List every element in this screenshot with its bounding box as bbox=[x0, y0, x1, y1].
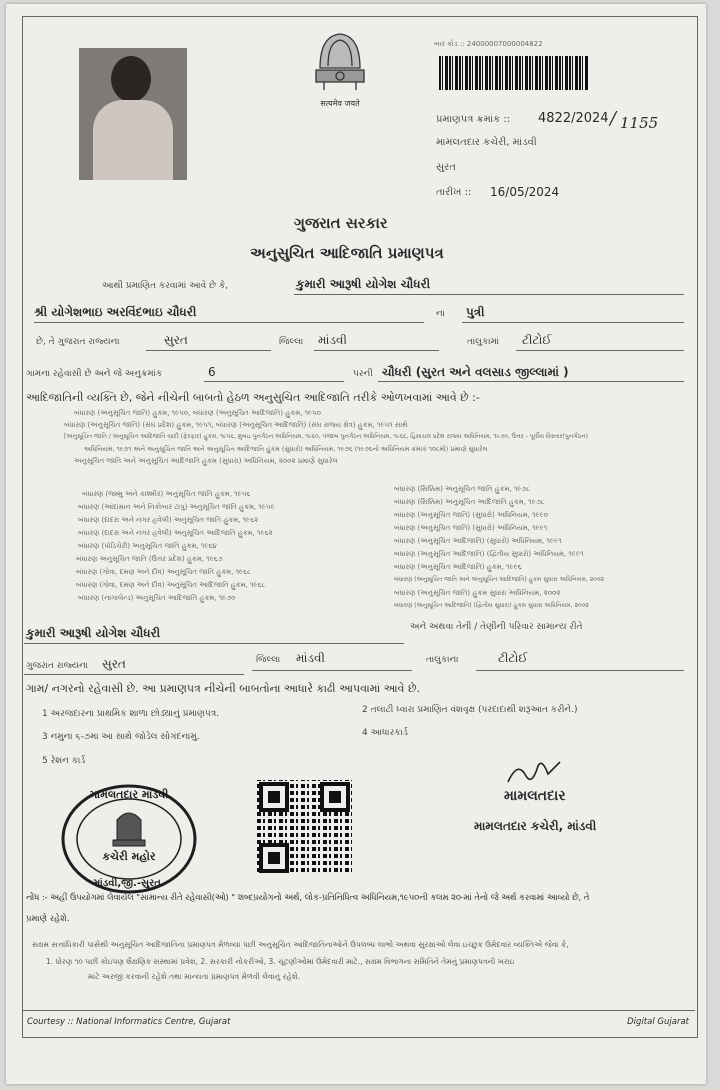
note-line-2: સક્ષમ સત્તાધિકારી પાસેથી અનુસૂચિત આદિજાતિના પ્રમાણપત્ર મેળવ્યા પછી અનુસૂચિત આદિજાતિનાઓને ઉપલબ્ધ લાભો અથવા સુરક્ષાઓ લેવા ઇચ્છુક ઉમેદવાર વ્યક્તિએ જેવા કે, bbox=[32, 940, 569, 949]
fine-print-right: બંધારણ (અનુસૂચિત જાતિ) હુકમ સુધારા અધિનિયમ, ૨૦૦૨ bbox=[394, 589, 561, 597]
government-title: ગુજરાત સરકાર bbox=[294, 214, 388, 232]
date-value: 16/05/2024 bbox=[490, 185, 560, 199]
fine-print-line: અધિનિયમ, ૧૯૭૧ અને અનુસૂચિત જાતિ અને અનુસૂચિત આદિજાતિ હુકમ (સુધારો) અધિનિયમ, ૧૯૭૬ (૧૯૭૬નો અધિનિયમ ક્રમાંક ૧૦૮મો) પ્રમાણે સુધારેલ bbox=[84, 445, 488, 453]
header-office: મામલતદાર કચેરી, માંડવી bbox=[436, 137, 537, 148]
fine-print-left: બંધારણ (જમ્મુ અને કાશ્મીર) અનુસૂચિત જાતિ હુકમ, ૧૯૫૬ bbox=[82, 490, 251, 498]
fine-print-left: બંધારણ (ગોવા, દમણ અને દીવ) અનુસૂચિત જાતિ હુકમ, ૧૯૬૮ bbox=[76, 568, 251, 576]
barcode bbox=[439, 56, 589, 90]
date-label: તારીખ :: bbox=[436, 187, 472, 198]
emblem-caption: सत्यमेव जयते bbox=[320, 99, 360, 108]
certificate-page: सत्यमेव जयते બાર કોડ :: 24000007000004822 પ્રમાણપત્ર ક્રમાંક :: 4822/2024 / 1155 મામલતદાર કચેરી, માંડવી સુરત તારીખ :: 16/05/2024 ગુજરાત સરકાર અનુસુચિત આદિજાતિ પ્રમાણપત્ર આથી પ્રમાણિત કરવામાં આવે છે કે, કુમારી આરૂષી યોગેશ ચૌધરી શ્રી યોગેશભાઇ અરવિંદભાઇ ચૌધરી ના પુત્રી છે, તે ગુજરાત રાજ્યના સુરત જિલ્લા માંડવી તાલુકામાં ટીટોઈ ગામના રહેવાસી છે અને જે અનુક્રમાંક 6 પરની ચૌધરી (સુરત અને વલસાડ જીલ્લામાં ) આદિજાતિની વ્યક્તિ છે, જેને નીચેની બાબતો હેઠળ અનુસુચિત આદિજાતિ તરીકે ઓળખવામાં આવે છે :- બંધારણ (અનુસૂચિત જાતિ) હુકમ, ૧૯૫૦, બંધારણ (અનુસૂચિત આદિજાતિ) હુકમ, ૧૯૫૦ બંધારણ (અનુસૂચિત જાતિ) (સંઘ પ્રદેશ) હુકમ, ૧૯૫૧, બંધારણ (અનુસૂચિત આદિજાતિ) (સંઘ રાજ્ય ક્ષેત્ર) હુકમ, ૧૯૫૧ સાથે [અનુસૂચિત જાતિ / અનુસૂચિત આદિજાતિ યાદી (ફેરફાર) હુકમ, ૧૯૫૬, મુંબઇ પુનર્ગઠન અધિનિયમ, ૧૯૬૦, પંજાબ પુનર્ગઠન અધિનિયમ, ૧૯૬૬, હિમાચલ પ્રદેશ રાજ્ય અધિનિયમ, ૧૯૭૦, ઉત્તર - પૂર્વીય વિસ્તાર(પુનર્ગઠન) અધિનિયમ, ૧૯૭૧ અને અનુસૂચિત જાતિ અને અનુસૂચિત આદિજાતિ હુકમ (સુધારો) અધિનિયમ, ૧૯૭૬ (૧૯૭૬નો અધિનિયમ ક્રમાંક ૧૦૮મો) પ્રમાણે સુધારેલ અનુસૂચિત જાતિ અને અનુસૂચિત આદિજાતિ હુકમ (સુધારા) અધિનિયમ, ૨૦૦૨ પ્રમાણે સુધારેલ બંધારણ (જમ્મુ અને કાશ્મીર) અનુસૂચિત જાતિ હુકમ, ૧૯૫૬ બંધારણ (આંદામાન અને નિકોબાર ટાપુ) અનુસૂચિત જાતિ હુકમ, ૧૯૫૯ બંધારણ (દાદરા અને નગર હવેલી) અનુસૂચિત જાતિ હુકમ, ૧૯૬૨ બંધારણ (દાદરા અને નગર હવેલી) અનુસૂચિત આદિજાતિ હુકમ, ૧૯૬૨ બંધારણ (પૉંડિચેરી) અનુસૂચિત જાતિ હુકમ, ૧૯૬૪ બંધારણ અનુસૂચિત જાતિ (ઉત્તર પ્રદેશ) હુકમ, ૧૯૬૭ બંધારણ (ગોવા, દમણ અને દીવ) અનુસૂચિત જાતિ હુકમ, ૧૯૬૮ બંધારણ (ગોવા, દમણ અને દીવ) અનુસૂચિત આદિજાતિ હુકમ, ૧૯૬૮ બંધારણ (નાગાલેન્ડ) અનુસૂચિત આદિજાતિ હુકમ, ૧૯૭૦ બંધારણ (સિક્કિમ) અનુસૂચિત જાતિ હુકમ, ૧૯૭૮ બંધારણ (સિક્કિમ) અનુસૂચિત આદિજાતિ હુકમ, ૧૯૭૮ બંધારણ (અનુસૂચિત જાતિ) (સુધારો) અધિનિયમ, ૧૯૯૦ બંધારણ (અનુસૂચિત જાતિ) (સુધારો) અધિનિયમ, ૧૯૯૧ બંધારણ (અનુસૂચિત આદિજાતિ) (સુધારો) અધિનિયમ, ૧૯૯૧ બંધારણ (અનુસૂચિત આદિજાતિ) (દ્વિતીય સુધારો) અધિનિયમ, ૧૯૯૧ બંધારણ (અનુસૂચિત આદિજાતિ) હુકમ, ૧૯૯૬ બંધારણ (અનુસૂચિત જાતિ અને અનુસૂચિત આદિજાતિ) હુકમ સુધારા અધિનિયમ, ૨૦૦૨ બંધારણ (અનુસૂચિત જાતિ) હુકમ સુધારા અધિનિયમ, ૨૦૦૨ બંધારણ (અનુસૂચિત આદિજાતિ) (દ્વિતીય સુધારા) હુકમ સુધારા અધિનિયમ, ૨૦૦૨ કુમારી આરૂષી યોગેશ ચૌધરી અને અથવા તેની / તેણીની પરિવાર સામાન્ય રીતે ગુજરાત રાજ્યના સુરત જિલ્લા માંડવી તાલુકાના ટીટોઈ ગામ/ નગરનો રહેવાસી છે. આ પ્રમાણપત્ર નીચેની બાબતોના આધારે કાઢી આપવામાં આવે છે. 1 અરજદારના પ્રાથમિક શાળા છોડ્યાનું પ્રમાણપત્ર. 2 તલાટી ધ્વારા પ્રમાણિત વંશવૃક્ષ (પરદાદાથી શરૂઆત કરીને.) 3 નમુના ૬-૭મા આ સાથે જોડેલ સોગંદનામુ. 4 આધારકાર્ડ 5 રેશન કાર્ડ મામલતદાર માંડવી કચેરી મહોર માંડવી,જી.-સુરત. મામલતદાર મામલતદાર કચેરી, માંડવી નોંધ :- અહીં ઉપયોગમાં લેવાયેલ "સામાન્ય રીતે રહેવાસી(ઓ) " શબ્દપ્રયોગનો અર્થ, લોક-પ્રતિનિધિત્વ અધિનિયમ,૧૯૫૦ની કલમ ૨૦-માં તેનો જે અર્થ કરવામાં આવ્યો છે, તે પ્રમાણે રહેશે. સક્ષમ સત્તાધિકારી પાસેથી અનુસૂચિત આદિજાતિના પ્રમાણપત્ર મેળવ્યા પછી અનુસૂચિત આદિજાતિનાઓને ઉપલબ્ધ લાભો અથવા સુરક્ષાઓ લેવા ઇચ્છુક ઉમેદવાર વ્યક્તિએ જેવા કે, 1. ધોરણ ૧૦ પછી કોઇપણ શૈક્ષણિક સંસ્થામાં પ્રવેશ, 2. સરકારી નોકરીઓ, 3. ચૂંટણીઓમાં ઉમેદવારી માટે., સક્ષમ વિભાગના સમિતિને તેમનું પ્રમાણપત્રની ખરાઇ માટે અરજી કરવાની રહેશે તથા માન્યતા પ્રમાણપત્ર મેળવી લેવાનું રહેશે. Courtesy :: National Informatics Centre, Gujarat Digital Gujarat bbox=[6, 4, 706, 1084]
village-value: ટીટોઈ bbox=[522, 333, 552, 347]
barcode-label: બાર કોડ :: 24000007000004822 bbox=[434, 40, 543, 48]
note-line-1: નોંધ :- અહીં ઉપયોગમાં લેવાયેલ "સામાન્ય રીતે રહેવાસી(ઓ) " શબ્દપ્રયોગનો અર્થ, લોક-પ્રતિનિધિત્વ અધિનિયમ,૧૯૫૦ની કલમ ૨૦-માં તેનો જે અર્થ કરવામાં આવ્યો છે, તે bbox=[26, 892, 590, 902]
tribe-value: ચૌધરી (સુરત અને વલસાડ જીલ્લામાં ) bbox=[382, 365, 569, 379]
note-line-3: 1. ધોરણ ૧૦ પછી કોઇપણ શૈક્ષણિક સંસ્થામાં પ્રવેશ, 2. સરકારી નોકરીઓ, 3. ચૂંટણીઓમાં ઉમેદવારી માટે., સક્ષમ વિભાગના સમિતિને તેમનું પ્રમાણપત્રની ખરાઇ bbox=[46, 957, 515, 966]
fine-print-left: બંધારણ (દાદરા અને નગર હવેલી) અનુસૂચિત આદિજાતિ હુકમ, ૧૯૬૨ bbox=[78, 529, 273, 537]
doc-item: 5 રેશન કાર્ડ bbox=[42, 756, 86, 766]
applicant-photo bbox=[79, 48, 187, 180]
relation-label: ના bbox=[436, 309, 445, 319]
family-text: અને અથવા તેની / તેણીની પરિવાર સામાન્ય રીતે bbox=[410, 622, 583, 632]
handwritten-signature bbox=[504, 756, 564, 788]
applicant-name: કુમારી આરૂષી યોગેશ ચૌધરી bbox=[296, 277, 431, 291]
signatory-role: મામલતદાર bbox=[504, 788, 566, 804]
national-emblem-icon bbox=[306, 26, 374, 118]
fine-print-left: બંધારણ (આંદામાન અને નિકોબાર ટાપુ) અનુસૂચિત જાતિ હુકમ, ૧૯૫૯ bbox=[78, 503, 275, 511]
certificate-title: અનુસુચિત આદિજાતિ પ્રમાણપત્ર bbox=[250, 244, 444, 262]
certify-label: આથી પ્રમાણિત કરવામાં આવે છે કે, bbox=[102, 281, 229, 291]
seal-middle-text: કચેરી મહોર bbox=[102, 850, 156, 863]
district-value: માંડવી bbox=[318, 333, 347, 347]
father-name: શ્રી યોગેશભાઇ અરવિંદભાઇ ચૌધરી bbox=[34, 305, 197, 319]
seal-top-text: મામલતદાર માંડવી bbox=[89, 788, 169, 801]
state-prefix-2: ગુજરાત રાજ્યના bbox=[26, 661, 89, 671]
serial-value: 6 bbox=[208, 365, 216, 379]
fine-print-right: બંધારણ (અનુસૂચિત આદિજાતિ) (દ્વિતીય સુધારો) અધિનિયમ, ૧૯૯૧ bbox=[394, 550, 584, 558]
certificate-no: 4822/2024 bbox=[538, 111, 609, 126]
fine-print-right: બંધારણ (સિક્કિમ) અનુસૂચિત જાતિ હુકમ, ૧૯૭૮ bbox=[394, 485, 531, 493]
taluka-label: તાલુકામાં bbox=[467, 337, 500, 347]
fine-print-line: [અનુસૂચિત જાતિ / અનુસૂચિત આદિજાતિ યાદી (ફેરફાર) હુકમ, ૧૯૫૬, મુંબઇ પુનર્ગઠન અધિનિયમ, ૧૯૬૦, પંજાબ પુનર્ગઠન અધિનિયમ, ૧૯૬૬, હિમાચલ પ્રદેશ રાજ્ય અધિનિયમ, ૧૯૭૦, ઉત્તર - પૂર્વીય વિસ્તાર(પુનર્ગઠન) bbox=[64, 433, 588, 440]
recognition-text: આદિજાતિની વ્યક્તિ છે, જેને નીચેની બાબતો હેઠળ અનુસુચિત આદિજાતિ તરીકે ઓળખવામાં આવે છે :- bbox=[26, 391, 480, 404]
fine-print-left: બંધારણ (ગોવા, દમણ અને દીવ) અનુસૂચિત આદિજાતિ હુકમ, ૧૯૬૮ bbox=[76, 581, 266, 589]
doc-item: 2 તલાટી ધ્વારા પ્રમાણિત વંશવૃક્ષ (પરદાદાથી શરૂઆત કરીને.) bbox=[362, 705, 578, 715]
city-value: સુરત bbox=[164, 333, 188, 347]
footer-brand: Digital Gujarat bbox=[627, 1017, 689, 1027]
state-prefix: છે, તે ગુજરાત રાજ્યના bbox=[36, 337, 120, 347]
fine-print-right: બંધારણ (અનુસૂચિત જાતિ અને અનુસૂચિત આદિજાતિ) હુકમ સુધારા અધિનિયમ, ૨૦૦૨ bbox=[394, 576, 604, 583]
doc-item: 3 નમુના ૬-૭મા આ સાથે જોડેલ સોગંદનામુ. bbox=[42, 732, 200, 742]
handwritten-number: 1155 bbox=[620, 114, 659, 132]
doc-item: 4 આધારકાર્ડ bbox=[362, 728, 408, 738]
fine-print-left: બંધારણ (પૉંડિચેરી) અનુસૂચિત જાતિ હુકમ, ૧૯૬૪ bbox=[78, 542, 217, 550]
district-value-2: માંડવી bbox=[296, 651, 325, 665]
fine-print-right: બંધારણ (અનુસૂચિત આદિજાતિ) હુકમ, ૧૯૯૬ bbox=[394, 563, 522, 571]
fine-print-right: બંધારણ (અનુસૂચિત જાતિ) (સુધારો) અધિનિયમ, ૧૯૯૧ bbox=[394, 524, 548, 532]
fine-print-left: બંધારણ (દાદરા અને નગર હવેલી) અનુસૂચિત જાતિ હુકમ, ૧૯૬૨ bbox=[78, 516, 259, 524]
district-label: જિલ્લા bbox=[279, 337, 304, 347]
doc-item: 1 અરજદારના પ્રાથમિક શાળા છોડ્યાનું પ્રમાણપત્ર. bbox=[42, 709, 220, 719]
applicant-name-2: કુમારી આરૂષી યોગેશ ચૌધરી bbox=[26, 626, 161, 640]
tribe-label: પરની bbox=[353, 369, 373, 379]
fine-print-right: બંધારણ (અનુસૂચિત આદિજાતિ) (સુધારો) અધિનિયમ, ૧૯૯૧ bbox=[394, 537, 562, 545]
fine-print-line: અનુસૂચિત જાતિ અને અનુસૂચિત આદિજાતિ હુકમ (સુધારા) અધિનિયમ, ૨૦૦૨ પ્રમાણે સુધારેલ bbox=[74, 457, 338, 465]
fine-print-right: બંધારણ (સિક્કિમ) અનુસૂચિત આદિજાતિ હુકમ, ૧૯૭૮ bbox=[394, 498, 545, 506]
fine-print-line: બંધારણ (અનુસૂચિત જાતિ) હુકમ, ૧૯૫૦, બંધારણ (અનુસૂચિત આદિજાતિ) હુકમ, ૧૯૫૦ bbox=[74, 409, 321, 417]
fine-print-left: બંધારણ અનુસૂચિત જાતિ (ઉત્તર પ્રદેશ) હુકમ, ૧૯૬૭ bbox=[76, 555, 223, 563]
city-value-2: સુરત bbox=[102, 657, 126, 671]
fine-print-right: બંધારણ (અનુસૂચિત જાતિ) (સુધારો) અધિનિયમ, ૧૯૯૦ bbox=[394, 511, 549, 519]
fine-print-line: બંધારણ (અનુસૂચિત જાતિ) (સંઘ પ્રદેશ) હુકમ, ૧૯૫૧, બંધારણ (અનુસૂચિત આદિજાતિ) (સંઘ રાજ્ય ક્ષેત્ર) હુકમ, ૧૯૫૧ સાથે bbox=[64, 421, 408, 429]
fine-print-right: બંધારણ (અનુસૂચિત આદિજાતિ) (દ્વિતીય સુધારા) હુકમ સુધારા અધિનિયમ, ૨૦૦૨ bbox=[394, 602, 589, 609]
note-line-1b: પ્રમાણે રહેશે. bbox=[26, 914, 70, 924]
footer-courtesy: Courtesy :: National Informatics Centre, Gujarat bbox=[27, 1017, 231, 1027]
header-city: સુરત bbox=[436, 162, 456, 173]
village-value-2: ટીટોઈ bbox=[498, 651, 528, 665]
office-seal-stamp bbox=[61, 784, 197, 894]
fine-print-left: બંધારણ (નાગાલેન્ડ) અનુસૂચિત આદિજાતિ હુકમ, ૧૯૭૦ bbox=[78, 594, 236, 602]
district-label-2: જિલ્લા bbox=[256, 655, 281, 665]
signatory-office: મામલતદાર કચેરી, માંડવી bbox=[474, 819, 597, 833]
basis-text: ગામ/ નગરનો રહેવાસી છે. આ પ્રમાણપત્ર નીચેની બાબતોના આધારે કાઢી આપવામાં આવે છે. bbox=[26, 682, 421, 695]
note-line-4: માટે અરજી કરવાની રહેશે તથા માન્યતા પ્રમાણપત્ર મેળવી લેવાનું રહેશે. bbox=[88, 972, 301, 981]
serial-prefix: ગામના રહેવાસી છે અને જે અનુક્રમાંક bbox=[26, 369, 163, 379]
qr-code bbox=[257, 780, 352, 875]
relation-value: પુત્રી bbox=[466, 305, 485, 319]
seal-bottom-text: માંડવી,જી.-સુરત. bbox=[93, 878, 165, 889]
certificate-no-label: પ્રમાણપત્ર ક્રમાંક :: bbox=[436, 114, 511, 125]
taluka-label-2: તાલુકાના bbox=[426, 655, 459, 665]
footer bbox=[23, 1010, 695, 1035]
